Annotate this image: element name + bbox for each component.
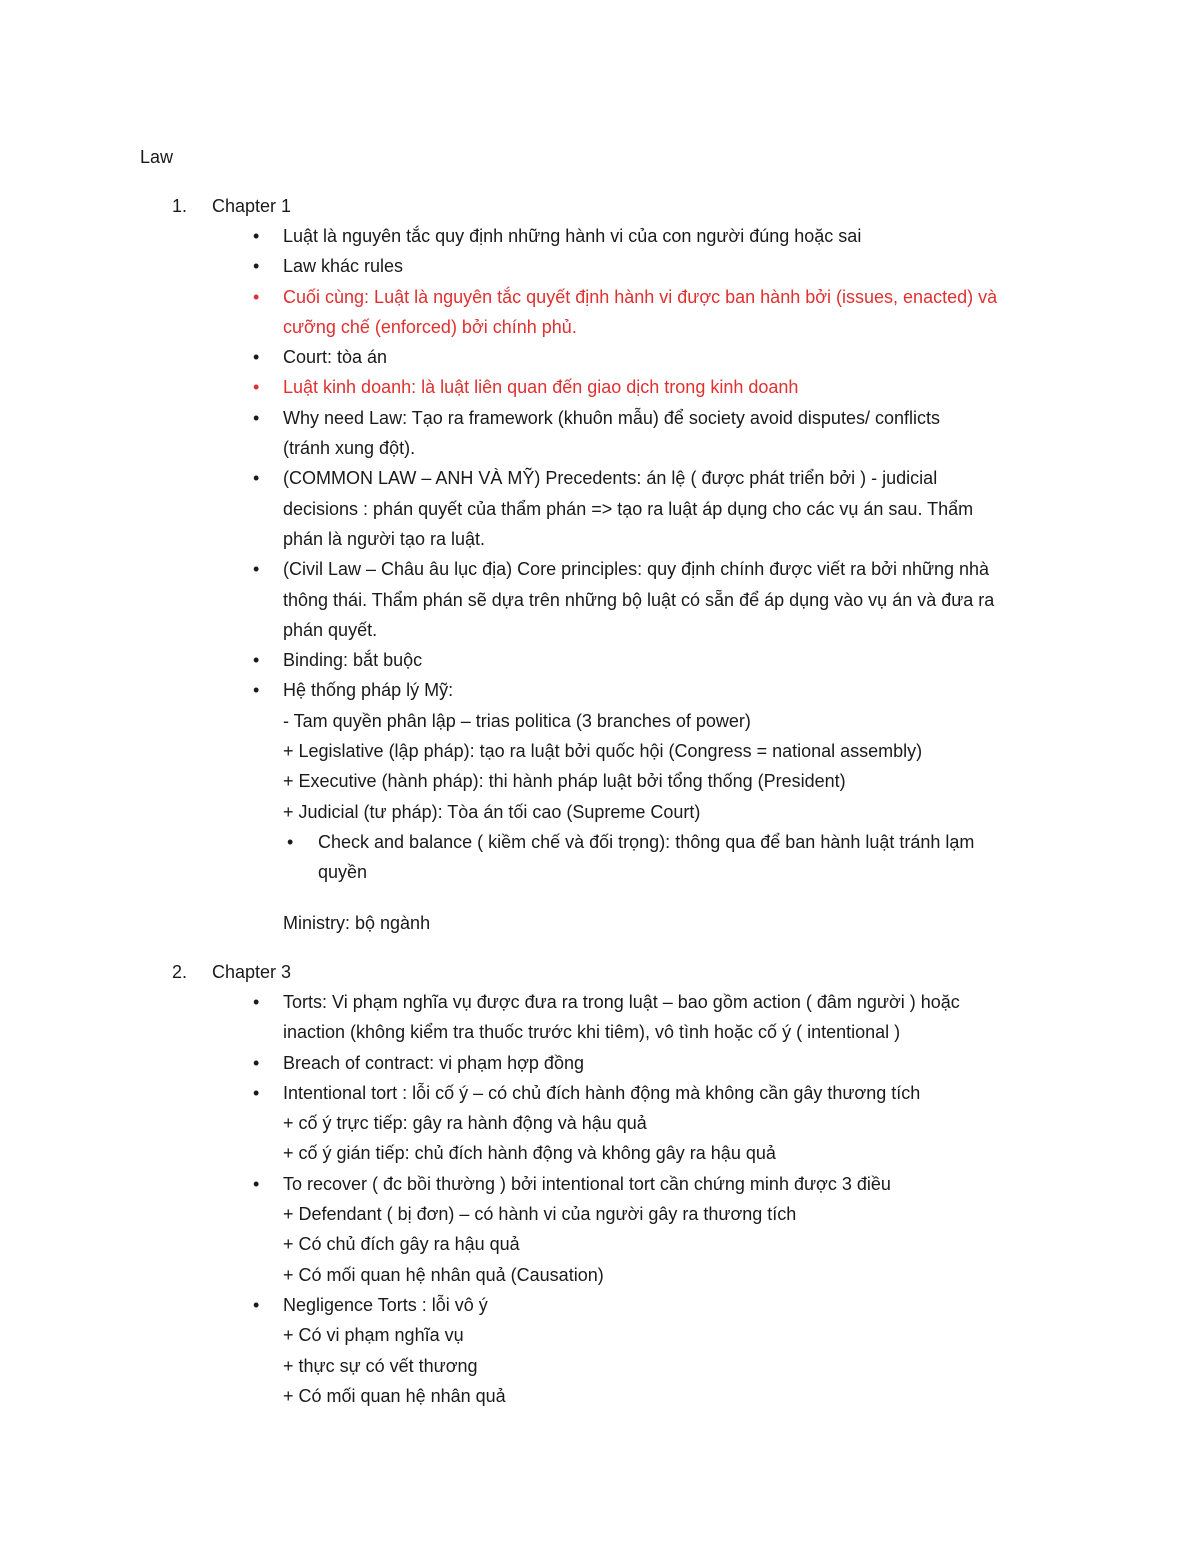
bullet-item — [0, 282, 1073, 343]
bullet-text-line: Luật là nguyên tắc quy định những hành vi của con người đúng hoặc sai — [283, 226, 862, 246]
bullet-dot-icon: • — [253, 468, 260, 489]
bullet-text-line: Hệ thống pháp lý Mỹ: — [283, 680, 454, 701]
bullet-dot-icon: • — [253, 1173, 260, 1194]
document-title: Law — [140, 147, 174, 167]
bullet-item — [0, 1290, 1073, 1411]
bullet-text-line: To recover ( đc bồi thường ) bởi intentional tort cần chứng minh được 3 điều — [283, 1173, 891, 1194]
bullet-text-line: + Executive (hành pháp): thi hành pháp luật bởi tổng thống (President) — [283, 771, 846, 792]
nested-bullet-text-line: quyền — [318, 862, 368, 883]
bullet-dot-icon: • — [253, 650, 260, 671]
bullet-dot-icon: • — [253, 1294, 260, 1315]
bullet-dot-icon: • — [253, 992, 260, 1012]
bullet-item — [0, 372, 1073, 402]
bullet-text-line: + Defendant ( bị đơn) – có hành vi của người gây ra thương tích — [283, 1204, 797, 1225]
bullet-dot-icon: • — [253, 286, 260, 307]
bullet-item — [0, 403, 1073, 464]
bullet-item — [0, 554, 1073, 645]
bullet-text-line: Why need Law: Tạo ra framework (khuôn mẫu) để society avoid disputes/ conflicts — [283, 407, 940, 428]
bullet-dot-icon: • — [253, 347, 260, 368]
bullet-item — [0, 221, 1073, 251]
bullet-list — [0, 987, 1200, 1411]
bullet-dot-icon: • — [253, 256, 260, 277]
chapter-section — [0, 191, 1200, 938]
bullet-text-line: Luật kinh doanh: là luật liên quan đến giao dịch trong kinh doanh — [283, 377, 799, 398]
bullet-text-line: cưỡng chế (enforced) bởi chính phủ. — [283, 316, 577, 337]
chapter-label: Chapter 3 — [212, 962, 292, 982]
bullet-text-line: Breach of contract: vi phạm hợp đồng — [283, 1052, 584, 1073]
bullet-item — [0, 675, 1073, 887]
bullet-text-line: phán là người tạo ra luật. — [283, 528, 485, 549]
ministry-note: Ministry: bộ ngành — [283, 912, 431, 933]
bullet-item — [0, 463, 1073, 554]
bullet-dot-icon: • — [253, 559, 260, 580]
bullet-dot-icon: • — [253, 377, 260, 398]
bullet-text-line: phán quyết. — [283, 619, 378, 640]
bullet-text-line: + thực sự có vết thương — [283, 1355, 478, 1376]
bullet-text-line: - Tam quyền phân lập – trias politica (3 branches of power) — [283, 710, 751, 731]
bullet-text-line: + Có mối quan hệ nhân quả (Causation) — [283, 1264, 604, 1285]
bullet-text-line: Intentional tort : lỗi cố ý – có chủ đích hành động mà không cần gây thương tích — [283, 1082, 921, 1103]
bullet-text-line: + Có vi phạm nghĩa vụ — [283, 1325, 464, 1346]
bullet-text-line: Court: tòa án — [283, 347, 388, 368]
bullet-text-line: + Có chủ đích gây ra hậu quả — [283, 1234, 520, 1255]
bullet-list — [0, 221, 1200, 888]
bullet-item — [0, 342, 1073, 372]
bullet-text-line: (Civil Law – Châu âu lục địa) Core principles: quy định chính được viết ra bởi những nhà — [283, 559, 990, 580]
bullet-item — [0, 251, 1073, 281]
nested-bullet-item — [283, 827, 1073, 888]
bullet-item — [0, 1048, 1073, 1078]
bullet-text-line: inaction (không kiểm tra thuốc trước khi tiêm), vô tình hoặc cố ý ( intentional ) — [283, 1022, 901, 1043]
bullet-text-line: Law khác rules — [283, 256, 404, 277]
bullet-text-line: + Có mối quan hệ nhân quả — [283, 1385, 506, 1406]
bullet-dot-icon: • — [253, 407, 260, 428]
bullet-text-line: + Judicial (tư pháp): Tòa án tối cao (Supreme Court) — [283, 801, 701, 822]
bullet-item — [0, 1169, 1073, 1290]
bullet-text-line: Negligence Torts : lỗi vô ý — [283, 1294, 488, 1315]
chapter-heading — [0, 191, 1200, 221]
chapter-number: 2. — [172, 962, 188, 982]
chapter-heading — [0, 957, 1200, 987]
bullet-item — [0, 987, 1073, 1048]
bullet-text-line: + cố ý gián tiếp: chủ đích hành động và không gây ra hậu quả — [283, 1143, 776, 1164]
nested-bullet-text-line: Check and balance ( kiềm chế và đối trọng): thông qua để ban hành luật tránh lạm — [318, 831, 975, 852]
bullet-text-line: + Legislative (lập pháp): tạo ra luật bởi quốc hội (Congress = national assembly) — [283, 741, 923, 762]
bullet-text-line: thông thái. Thẩm phán sẽ dựa trên những bộ luật có sẵn để áp dụng vào vụ án và đưa ra — [283, 589, 995, 610]
bullet-text-line: Binding: bắt buộc — [283, 650, 423, 671]
bullet-dot-icon: • — [253, 226, 260, 246]
chapter-number: 1. — [172, 196, 188, 216]
bullet-text-line: Torts: Vi phạm nghĩa vụ được đưa ra trong luật – bao gồm action ( đâm người ) hoặc — [283, 992, 960, 1012]
bullet-dot-icon: • — [253, 1052, 260, 1073]
bullet-dot-icon: • — [287, 831, 294, 852]
bullet-item — [0, 1078, 1073, 1169]
bullet-dot-icon: • — [253, 680, 260, 701]
bullet-item — [0, 645, 1073, 675]
chapter-section — [0, 957, 1200, 1411]
bullet-text-line: (tránh xung đột). — [283, 438, 416, 459]
bullet-text-line: + cố ý trực tiếp: gây ra hành động và hậu quả — [283, 1113, 647, 1134]
bullet-text-line: Cuối cùng: Luật là nguyên tắc quyết định hành vi được ban hành bởi (issues, enacted) và — [283, 286, 998, 307]
bullet-dot-icon: • — [253, 1082, 260, 1103]
chapter-label: Chapter 1 — [212, 196, 292, 216]
bullet-text-line: (COMMON LAW – ANH VÀ MỸ) Precedents: án lệ ( được phát triển bởi ) - judicial — [283, 468, 938, 489]
bullet-text-line: decisions : phán quyết của thẩm phán => tạo ra luật áp dụng cho các vụ án sau. Thẩm — [283, 498, 974, 519]
